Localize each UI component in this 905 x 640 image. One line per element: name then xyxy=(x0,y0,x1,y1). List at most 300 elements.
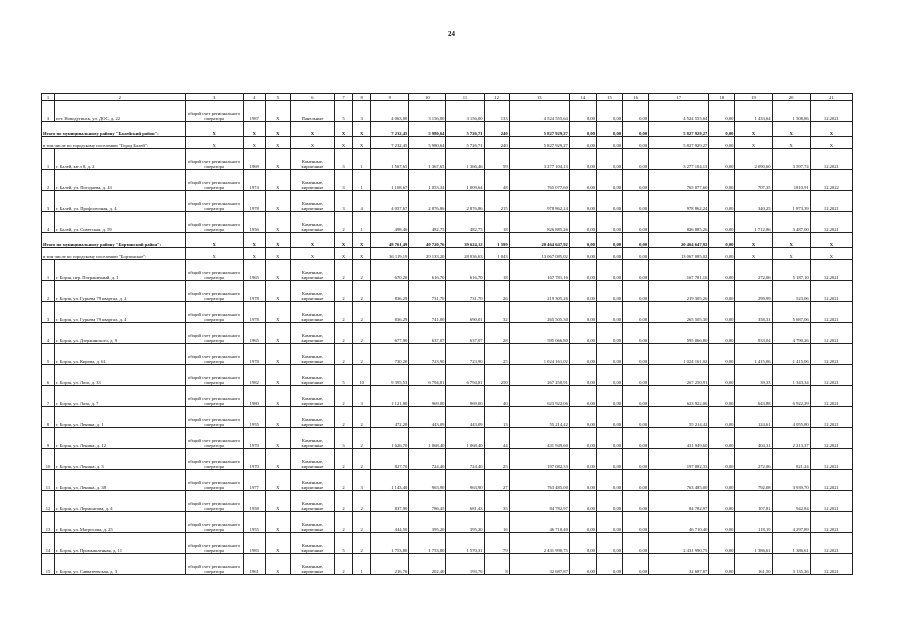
cell-total: 4 524 555,64 xyxy=(509,101,569,122)
cell-f20: 3 597,74 xyxy=(772,149,810,170)
cell-op: общий счет регионального оператора xyxy=(185,512,243,533)
cell-total: 20 464 647,92 xyxy=(509,233,569,248)
cell-floors: 2 xyxy=(335,323,353,344)
cell-f18: 0,00 xyxy=(709,449,735,470)
cell-f15: 0,00 xyxy=(596,512,622,533)
cell-year: 1965 xyxy=(243,260,265,281)
cell-f18: 0,00 xyxy=(709,281,735,302)
cell-total: 1 024 161,02 xyxy=(509,344,569,365)
cell-s3: 28 036,63 xyxy=(446,248,484,260)
cell-people: 44 xyxy=(484,428,509,449)
cell-total: 595 066,80 xyxy=(509,323,569,344)
cell-x: Х xyxy=(265,491,290,512)
cell-year_end: 12.2021 xyxy=(810,407,852,428)
cell-s2: 443,09 xyxy=(409,407,446,428)
cell-floors: 3 xyxy=(335,428,353,449)
cell-year_end: 12.2021 xyxy=(810,212,852,233)
cell-s1: 1 143,40 xyxy=(371,470,409,491)
cell-c4: Х xyxy=(243,248,265,260)
cell-n: 7 xyxy=(42,386,55,407)
cell-entr: 2 xyxy=(353,428,371,449)
cell-year_end: 12.2021 xyxy=(810,149,852,170)
cell-floors: 2 xyxy=(335,344,353,365)
cell-n: 1 xyxy=(42,149,55,170)
cell-wall: Каменные, кирпичные xyxy=(290,260,334,281)
cell-f19: Х xyxy=(735,233,772,248)
cell-s2: 3 156,00 xyxy=(409,101,446,122)
table-row xyxy=(42,212,853,233)
cell-entr: 4 xyxy=(353,191,371,212)
cell-s1: 670,20 xyxy=(371,260,409,281)
cell-address: г. Борзя, ул. Дзержинского, д. 9 xyxy=(55,323,185,344)
cell-entr: 2 xyxy=(353,512,371,533)
cell-f18: 0,00 xyxy=(709,212,735,233)
cell-s3: 395,20 xyxy=(446,512,484,533)
cell-people: 1 599 xyxy=(484,233,509,248)
cell-s2: 29 133,20 xyxy=(409,248,446,260)
cell-year_end: Х xyxy=(810,122,852,137)
column-header: 10 xyxy=(409,94,446,101)
cell-n: 4 xyxy=(42,323,55,344)
cell-f15: 0,00 xyxy=(596,191,622,212)
cell-f19: 1 712,86 xyxy=(735,212,772,233)
cell-op: общий счет регионального оператора xyxy=(185,386,243,407)
cell-floors: 2 xyxy=(335,407,353,428)
cell-people: 1 043 xyxy=(484,248,509,260)
cell-x: Х xyxy=(265,101,290,122)
cell-n: 3 xyxy=(42,101,55,122)
cell-f18: 0,00 xyxy=(709,323,735,344)
cell-wall: Каменные, кирпичные xyxy=(290,344,334,365)
cell-op: общий счет регионального оператора xyxy=(185,449,243,470)
cell-f16: 0,00 xyxy=(623,281,649,302)
cell-year_end: 12.2021 xyxy=(810,386,852,407)
cell-c3: Х xyxy=(185,248,243,260)
cell-f16: 0,00 xyxy=(623,512,649,533)
cell-people: 35 xyxy=(484,491,509,512)
cell-n: 9 xyxy=(42,428,55,449)
cell-address: г. Борзя, ул. Гурьева 79 квартал, д. 4 xyxy=(55,302,185,323)
cell-f19: 358,31 xyxy=(735,302,772,323)
cell-x: Х xyxy=(265,470,290,491)
cell-people: 79 xyxy=(484,533,509,554)
cell-f20: 4 055,80 xyxy=(772,407,810,428)
cell-f18: 0,00 xyxy=(709,101,735,122)
column-header: 8 xyxy=(353,94,371,101)
cell-c8: Х xyxy=(353,248,371,260)
cell-s1: 730,20 xyxy=(371,344,409,365)
cell-f14: 0,00 xyxy=(569,323,596,344)
cell-s1: 216,76 xyxy=(371,554,409,575)
cell-f19: 39,33 xyxy=(735,365,772,386)
cell-wall: Каменные, кирпичные xyxy=(290,191,334,212)
cell-f14: 0,00 xyxy=(569,470,596,491)
cell-f14: 0,00 xyxy=(569,449,596,470)
cell-s1: 827,70 xyxy=(371,449,409,470)
cell-n: 13 xyxy=(42,512,55,533)
cell-c7: Х xyxy=(335,248,353,260)
column-header: 7 xyxy=(335,94,353,101)
cell-f20: 6 922,29 xyxy=(772,386,810,407)
cell-year: 1978 xyxy=(243,281,265,302)
cell-total: 826 885,26 xyxy=(509,212,569,233)
cell-f18: 0,00 xyxy=(709,470,735,491)
cell-op: общий счет регионального оператора xyxy=(185,554,243,575)
cell-people: 16 xyxy=(484,512,509,533)
cell-f17: 4 524 555,64 xyxy=(649,101,709,122)
row-label: Итого по муниципальному району "Балейский район": xyxy=(42,122,186,137)
cell-year: 1956 xyxy=(243,212,265,233)
cell-total: 267 250,91 xyxy=(509,365,569,386)
cell-f19: 933,04 xyxy=(735,323,772,344)
cell-f15: 0,00 xyxy=(596,281,622,302)
cell-wall: Каменные, кирпичные xyxy=(290,302,334,323)
cell-wall: Каменные, кирпичные xyxy=(290,407,334,428)
table-row xyxy=(42,449,853,470)
row-label: в том числе по городскому поселению "Борзинское": xyxy=(42,248,186,260)
cell-s3: 969,00 xyxy=(446,386,484,407)
cell-f14: 0,00 xyxy=(569,260,596,281)
cell-c7: Х xyxy=(335,233,353,248)
cell-f20: Х xyxy=(772,122,810,137)
cell-wall: Каменные, кирпичные xyxy=(290,281,334,302)
row-label: в том числе по городскому поселению "Город Балей": xyxy=(42,137,186,149)
cell-total: 197 082,33 xyxy=(509,449,569,470)
cell-f17: 84 782,97 xyxy=(649,491,709,512)
cell-f17: 20 464 647,92 xyxy=(649,233,709,248)
cell-address: г. Борзя, ул. Кирова, д. 61 xyxy=(55,344,185,365)
capital-repair-table xyxy=(41,93,853,575)
cell-s2: 482,75 xyxy=(409,212,446,233)
cell-op: общий счет регионального оператора xyxy=(185,407,243,428)
cell-address: г. Борзя, ул. Савватеевская, д. 3 xyxy=(55,554,185,575)
cell-entr: 2 xyxy=(353,344,371,365)
cell-f20: 3 135,26 xyxy=(772,554,810,575)
cell-op: общий счет регионального оператора xyxy=(185,170,243,191)
header-row xyxy=(42,94,853,101)
cell-f19: 643,88 xyxy=(735,386,772,407)
cell-s2: 5 980,64 xyxy=(409,122,446,137)
cell-year_end: 12.2021 xyxy=(810,470,852,491)
cell-wall: Каменные, кирпичные xyxy=(290,386,334,407)
cell-address: г. Борзя, ул. Гурьева 79 квартал, д. 2 xyxy=(55,281,185,302)
cell-f16: 0,00 xyxy=(623,323,649,344)
cell-op: общий счет регионального оператора xyxy=(185,149,243,170)
cell-s3: 1 009,64 xyxy=(446,170,484,191)
cell-entr: 3 xyxy=(353,101,371,122)
cell-entr: 2 xyxy=(353,302,371,323)
cell-f20: 5 687,06 xyxy=(772,302,810,323)
cell-f18: 0,00 xyxy=(709,191,735,212)
cell-f15: 0,00 xyxy=(596,386,622,407)
column-header: 3 xyxy=(185,94,243,101)
table-row xyxy=(42,533,853,554)
cell-s1: 7 232,45 xyxy=(371,137,409,149)
cell-s1: 837,90 xyxy=(371,491,409,512)
cell-people: 8 xyxy=(484,554,509,575)
column-header: 1 xyxy=(42,94,55,101)
table-row xyxy=(42,386,853,407)
cell-x: Х xyxy=(265,281,290,302)
cell-s2: 202,40 xyxy=(409,554,446,575)
column-header: 17 xyxy=(649,94,709,101)
table-row xyxy=(42,281,853,302)
cell-f16: 0,00 xyxy=(623,170,649,191)
cell-s2: 1 367,65 xyxy=(409,149,446,170)
cell-x: Х xyxy=(265,260,290,281)
cell-people: 28 xyxy=(484,323,509,344)
cell-c6: Х xyxy=(290,248,334,260)
cell-op: общий счет регионального оператора xyxy=(185,344,243,365)
cell-f14: 0,00 xyxy=(569,170,596,191)
cell-year: 1969 xyxy=(243,149,265,170)
cell-f19: 1 433,64 xyxy=(735,101,772,122)
table-row xyxy=(42,554,853,575)
cell-s1: 836,29 xyxy=(371,302,409,323)
cell-x: Х xyxy=(265,449,290,470)
cell-people: 48 xyxy=(484,170,509,191)
cell-people: 240 xyxy=(484,122,509,137)
table-row xyxy=(42,512,853,533)
cell-total: 623 922,06 xyxy=(509,386,569,407)
column-header: 5 xyxy=(265,94,290,101)
cell-s1: 1 108,67 xyxy=(371,170,409,191)
cell-f16: 0,00 xyxy=(623,386,649,407)
cell-f16: 0,00 xyxy=(623,233,649,248)
column-header: 11 xyxy=(446,94,484,101)
table-row xyxy=(42,101,853,122)
cell-f17: 32 687,87 xyxy=(649,554,709,575)
cell-s2: 5 980,64 xyxy=(409,137,446,149)
cell-f15: 0,00 xyxy=(596,260,622,281)
column-header: 12 xyxy=(484,94,509,101)
cell-f15: 0,00 xyxy=(596,428,622,449)
cell-c5: Х xyxy=(265,137,290,149)
cell-f16: 0,00 xyxy=(623,122,649,137)
cell-address: г. Борзя, ул. Ленина, д. 12 xyxy=(55,428,185,449)
cell-x: Х xyxy=(265,533,290,554)
cell-f15: 0,00 xyxy=(596,212,622,233)
cell-year: 1982 xyxy=(243,365,265,386)
cell-total: 765 077,60 xyxy=(509,170,569,191)
cell-total: 167 781,16 xyxy=(509,260,569,281)
cell-s3: 5 726,71 xyxy=(446,137,484,149)
cell-f14: 0,00 xyxy=(569,512,596,533)
cell-f20: 5 187,10 xyxy=(772,260,810,281)
cell-op: общий счет регионального оператора xyxy=(185,491,243,512)
cell-s3: 1 068,40 xyxy=(446,428,484,449)
cell-people: 250 xyxy=(484,365,509,386)
cell-people: 25 xyxy=(484,449,509,470)
cell-f19: 2 090,60 xyxy=(735,149,772,170)
cell-f19: 272,06 xyxy=(735,260,772,281)
cell-year_end: 12.2021 xyxy=(810,512,852,533)
cell-f17: 765 077,60 xyxy=(649,170,709,191)
cell-total: 32 687,87 xyxy=(509,554,569,575)
cell-s2: 723,90 xyxy=(409,344,446,365)
cell-c7: Х xyxy=(335,122,353,137)
cell-people: 13 xyxy=(484,407,509,428)
cell-floors: 3 xyxy=(335,191,353,212)
cell-s1: 498,46 xyxy=(371,212,409,233)
cell-f17: 13 067 085,02 xyxy=(649,248,709,260)
cell-f20: 1 873,39 xyxy=(772,191,810,212)
cell-f14: 0,00 xyxy=(569,344,596,365)
cell-n: 1 xyxy=(42,260,55,281)
subtotal-row xyxy=(42,248,853,260)
cell-f17: 623 922,06 xyxy=(649,386,709,407)
cell-address: пгт. Новодугинск, ул. ДОС, д. 22 xyxy=(55,101,185,122)
cell-f16: 0,00 xyxy=(623,248,649,260)
cell-s1: 1 567,65 xyxy=(371,149,409,170)
column-header: 2 xyxy=(55,94,185,101)
cell-year_end: 12.2021 xyxy=(810,491,852,512)
cell-s3: 6 794,81 xyxy=(446,365,484,386)
cell-c6: Х xyxy=(290,233,334,248)
cell-floors: 2 xyxy=(335,491,353,512)
cell-f18: 0,00 xyxy=(709,170,735,191)
cell-n: 6 xyxy=(42,365,55,386)
cell-f15: 0,00 xyxy=(596,302,622,323)
row-label: Итого по муниципальному району "Борзинский район": xyxy=(42,233,186,248)
cell-f15: 0,00 xyxy=(596,101,622,122)
cell-entr: 10 xyxy=(353,365,371,386)
cell-s1: 836,29 xyxy=(371,281,409,302)
cell-f17: 197 082,33 xyxy=(649,449,709,470)
cell-total: 978 862,24 xyxy=(509,191,569,212)
cell-f18: 0,00 xyxy=(709,233,735,248)
cell-op: общий счет регионального оператора xyxy=(185,191,243,212)
cell-c5: Х xyxy=(265,248,290,260)
cell-floors: 2 xyxy=(335,386,353,407)
cell-s1: 1 121,80 xyxy=(371,386,409,407)
cell-entr: 1 xyxy=(353,170,371,191)
cell-s3: 637,07 xyxy=(446,323,484,344)
cell-total: 219 305,26 xyxy=(509,281,569,302)
cell-f19: 707,35 xyxy=(735,170,772,191)
column-header: 14 xyxy=(569,94,596,101)
cell-f18: 0,00 xyxy=(709,407,735,428)
cell-x: Х xyxy=(265,386,290,407)
cell-f16: 0,00 xyxy=(623,491,649,512)
cell-wall: Панельные xyxy=(290,101,334,122)
cell-year_end: Х xyxy=(810,233,852,248)
cell-f17: 55 214,42 xyxy=(649,407,709,428)
cell-s3: 681,43 xyxy=(446,491,484,512)
cell-f16: 0,00 xyxy=(623,344,649,365)
cell-s2: 969,00 xyxy=(409,386,446,407)
cell-x: Х xyxy=(265,344,290,365)
column-header: 13 xyxy=(509,94,569,101)
cell-f15: 0,00 xyxy=(596,365,622,386)
cell-f16: 0,00 xyxy=(623,149,649,170)
cell-f19: 272,06 xyxy=(735,449,772,470)
cell-floors: 2 xyxy=(335,281,353,302)
cell-f20: Х xyxy=(772,248,810,260)
column-header: 18 xyxy=(709,94,735,101)
cell-year_end: 12.2022 xyxy=(810,170,852,191)
cell-f17: 595 066,80 xyxy=(649,323,709,344)
cell-entr: 1 xyxy=(353,554,371,575)
table-row xyxy=(42,344,853,365)
cell-s2: 637,07 xyxy=(409,323,446,344)
cell-c8: Х xyxy=(353,137,371,149)
cell-f14: 0,00 xyxy=(569,233,596,248)
table-row xyxy=(42,260,853,281)
cell-address: г. Борзя, ул. Лазо, д. 33 xyxy=(55,365,185,386)
cell-n: 15 xyxy=(42,554,55,575)
cell-s2: 786,45 xyxy=(409,491,446,512)
cell-s1: 472,20 xyxy=(371,407,409,428)
cell-f18: 0,00 xyxy=(709,122,735,137)
cell-year_end: Х xyxy=(810,137,852,149)
cell-s3: 963,90 xyxy=(446,470,484,491)
cell-year_end: 12.2021 xyxy=(810,533,852,554)
cell-f17: 1 024 161,02 xyxy=(649,344,709,365)
cell-total: 2 431 990,75 xyxy=(509,533,569,554)
cell-f17: 219 305,26 xyxy=(649,281,709,302)
cell-f15: 0,00 xyxy=(596,137,622,149)
cell-floors: 5 xyxy=(335,101,353,122)
table-row xyxy=(42,407,853,428)
cell-wall: Каменные, кирпичные xyxy=(290,149,334,170)
cell-f15: 0,00 xyxy=(596,344,622,365)
cell-c7: Х xyxy=(335,137,353,149)
cell-f18: 0,00 xyxy=(709,554,735,575)
table-row xyxy=(42,149,853,170)
cell-entr: 2 xyxy=(353,533,371,554)
cell-people: 133 xyxy=(484,101,509,122)
cell-f18: 0,00 xyxy=(709,512,735,533)
cell-f14: 0,00 xyxy=(569,101,596,122)
cell-floors: 2 xyxy=(335,260,353,281)
cell-address: г. Борзя, пер. Пограничный, д. 1 xyxy=(55,260,185,281)
cell-x: Х xyxy=(265,554,290,575)
cell-f20: 4 297,89 xyxy=(772,512,810,533)
cell-s2: 963,90 xyxy=(409,470,446,491)
cell-f16: 0,00 xyxy=(623,470,649,491)
cell-s3: 482,75 xyxy=(446,212,484,233)
cell-f20: 523,06 xyxy=(772,281,810,302)
cell-year_end: 12.2021 xyxy=(810,365,852,386)
subtotal-row xyxy=(42,137,853,149)
cell-s3: 731,70 xyxy=(446,281,484,302)
cell-s3: 5 726,71 xyxy=(446,122,484,137)
cell-address: г. Балей, ул. Профсоюзная, д. 4 xyxy=(55,191,185,212)
cell-f20: 1 343,34 xyxy=(772,365,810,386)
cell-year: 1978 xyxy=(243,302,265,323)
cell-f19: 404,31 xyxy=(735,428,772,449)
cell-total: 265 505,30 xyxy=(509,302,569,323)
cell-wall: Каменные, кирпичные xyxy=(290,533,334,554)
cell-entr: 2 xyxy=(353,407,371,428)
cell-x: Х xyxy=(265,512,290,533)
cell-floors: 2 xyxy=(335,302,353,323)
cell-floors: 5 xyxy=(335,533,353,554)
cell-f16: 0,00 xyxy=(623,428,649,449)
column-header: 4 xyxy=(243,94,265,101)
cell-s2: 731,70 xyxy=(409,281,446,302)
column-header: 20 xyxy=(772,94,810,101)
cell-year_end: 12.2021 xyxy=(810,101,852,122)
column-header: 15 xyxy=(596,94,622,101)
cell-s1: 1 753,80 xyxy=(371,533,409,554)
cell-n: 12 xyxy=(42,491,55,512)
cell-entr: 3 xyxy=(353,386,371,407)
cell-f17: 5 827 929,27 xyxy=(649,137,709,149)
page-number: 24 xyxy=(448,30,455,38)
cell-wall: Каменные, кирпичные xyxy=(290,449,334,470)
